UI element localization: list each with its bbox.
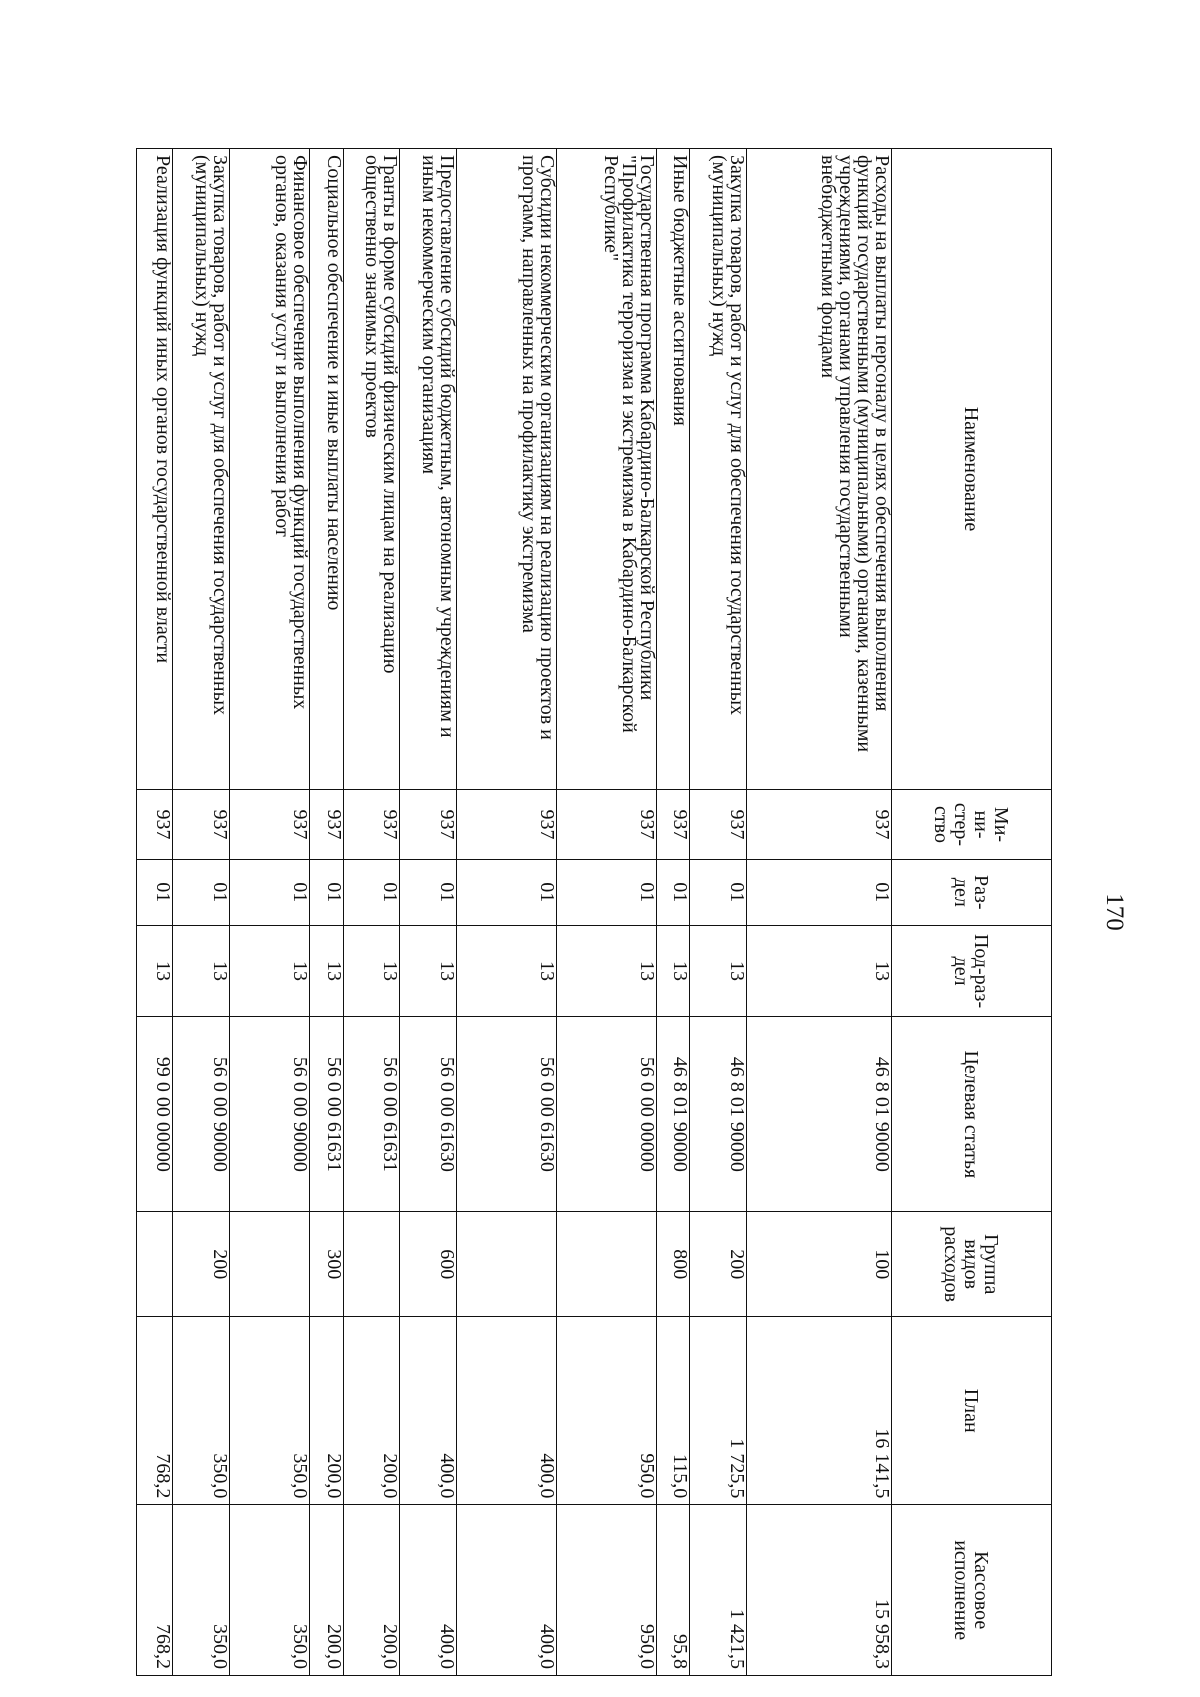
cell-subsection: 13 <box>690 925 747 1017</box>
cell-plan: 400,0 <box>457 1317 557 1505</box>
cell-section: 01 <box>747 859 892 925</box>
cell-name: Предоставление субсидий бюджетным, автономным учреждениям и иным некоммерческим организациям <box>400 149 457 790</box>
cell-plan: 200,0 <box>310 1317 344 1505</box>
cell-cash: 950,0 <box>557 1505 657 1676</box>
cell-group: 300 <box>310 1212 344 1317</box>
cell-plan: 200,0 <box>344 1317 400 1505</box>
cell-subsection: 13 <box>137 925 173 1017</box>
cell-ministry: 937 <box>173 789 230 859</box>
cell-plan: 768,2 <box>137 1317 173 1505</box>
header-subsection: Под-раз-дел <box>892 925 1052 1017</box>
budget-table <box>136 148 1052 1676</box>
cell-cash: 768,2 <box>137 1505 173 1676</box>
cell-group: 200 <box>173 1212 230 1317</box>
page-number: 170 <box>1101 893 1128 931</box>
table-row <box>657 149 690 1676</box>
cell-ministry: 937 <box>400 789 457 859</box>
header-row <box>892 149 1052 1676</box>
table-row <box>173 149 230 1676</box>
cell-name: Субсидии некоммерческим организациям на реализацию проектов и программ, направленных на профилактику экстремизма <box>457 149 557 790</box>
table-row <box>557 149 657 1676</box>
cell-name: Государственная программа Кабардино-Балкарской Республики "Профилактика терроризма и экстремизма в Кабардино-Балкарской Республике" <box>557 149 657 790</box>
cell-target: 56 0 00 90000 <box>230 1017 310 1212</box>
cell-target: 56 0 00 90000 <box>173 1017 230 1212</box>
table-row <box>344 149 400 1676</box>
cell-group <box>137 1212 173 1317</box>
cell-section: 01 <box>400 859 457 925</box>
table-row <box>400 149 457 1676</box>
cell-cash: 1 421,5 <box>690 1505 747 1676</box>
cell-group <box>230 1212 310 1317</box>
cell-section: 01 <box>557 859 657 925</box>
cell-ministry: 937 <box>310 789 344 859</box>
cell-name: Закупка товаров, работ и услуг для обеспечения государственных (муниципальных) нужд <box>173 149 230 790</box>
cell-group: 200 <box>690 1212 747 1317</box>
cell-target: 46 8 01 90000 <box>747 1017 892 1212</box>
cell-plan: 950,0 <box>557 1317 657 1505</box>
cell-section: 01 <box>137 859 173 925</box>
header-target: Целевая статья <box>892 1017 1052 1212</box>
cell-name: Социальное обеспечение и иные выплаты населению <box>310 149 344 790</box>
cell-section: 01 <box>657 859 690 925</box>
cell-cash: 400,0 <box>400 1505 457 1676</box>
header-group: Группа видов расходов <box>892 1212 1052 1317</box>
cell-plan: 400,0 <box>400 1317 457 1505</box>
cell-subsection: 13 <box>747 925 892 1017</box>
header-ministry: Ми-ни-стер-ство <box>892 789 1052 859</box>
cell-target: 56 0 00 61631 <box>344 1017 400 1212</box>
cell-cash: 15 958,3 <box>747 1505 892 1676</box>
cell-cash: 350,0 <box>173 1505 230 1676</box>
cell-subsection: 13 <box>344 925 400 1017</box>
cell-cash: 95,8 <box>657 1505 690 1676</box>
cell-cash: 350,0 <box>230 1505 310 1676</box>
cell-section: 01 <box>457 859 557 925</box>
cell-name: Иные бюджетные ассигнования <box>657 149 690 790</box>
cell-plan: 16 141,5 <box>747 1317 892 1505</box>
cell-subsection: 13 <box>173 925 230 1017</box>
cell-section: 01 <box>230 859 310 925</box>
cell-plan: 350,0 <box>173 1317 230 1505</box>
cell-name: Закупка товаров, работ и услуг для обеспечения государственных (муниципальных) нужд <box>690 149 747 790</box>
cell-cash: 200,0 <box>344 1505 400 1676</box>
cell-subsection: 13 <box>457 925 557 1017</box>
cell-group: 100 <box>747 1212 892 1317</box>
cell-target: 99 0 00 00000 <box>137 1017 173 1212</box>
budget-sheet <box>140 148 1052 1676</box>
cell-subsection: 13 <box>230 925 310 1017</box>
cell-group <box>557 1212 657 1317</box>
table-row <box>747 149 892 1676</box>
cell-plan: 115,0 <box>657 1317 690 1505</box>
cell-target: 56 0 00 61631 <box>310 1017 344 1212</box>
header-cash: Кассовое исполнение <box>892 1505 1052 1676</box>
cell-ministry: 937 <box>747 789 892 859</box>
cell-target: 56 0 00 61630 <box>457 1017 557 1212</box>
table-row <box>230 149 310 1676</box>
cell-ministry: 937 <box>690 789 747 859</box>
cell-plan: 350,0 <box>230 1317 310 1505</box>
cell-subsection: 13 <box>557 925 657 1017</box>
header-section: Раз-дел <box>892 859 1052 925</box>
cell-name: Финансовое обеспечение выполнения функций государственных органов, оказания услуг и выполнения работ <box>230 149 310 790</box>
cell-subsection: 13 <box>400 925 457 1017</box>
table-row <box>137 149 173 1676</box>
table-row <box>310 149 344 1676</box>
cell-group: 600 <box>400 1212 457 1317</box>
cell-subsection: 13 <box>657 925 690 1017</box>
cell-section: 01 <box>690 859 747 925</box>
cell-section: 01 <box>173 859 230 925</box>
cell-plan: 1 725,5 <box>690 1317 747 1505</box>
table-row <box>690 149 747 1676</box>
cell-ministry: 937 <box>457 789 557 859</box>
cell-target: 56 0 00 00000 <box>557 1017 657 1212</box>
cell-target: 46 8 01 90000 <box>690 1017 747 1212</box>
cell-subsection: 13 <box>310 925 344 1017</box>
cell-group <box>457 1212 557 1317</box>
cell-ministry: 937 <box>657 789 690 859</box>
cell-name: Расходы на выплаты персоналу в целях обеспечения выполнения функций государственными (муниципальными) органами, казенными учреждениями, органами управления государственными внебюджетными фондами <box>747 149 892 790</box>
cell-name: Гранты в форме субсидий физическим лицам на реализацию общественно значимых проектов <box>344 149 400 790</box>
cell-name: Реализация функций иных органов государственной власти <box>137 149 173 790</box>
cell-target: 46 8 01 90000 <box>657 1017 690 1212</box>
cell-ministry: 937 <box>557 789 657 859</box>
cell-group: 800 <box>657 1212 690 1317</box>
cell-section: 01 <box>344 859 400 925</box>
cell-ministry: 937 <box>230 789 310 859</box>
cell-section: 01 <box>310 859 344 925</box>
cell-target: 56 0 00 61630 <box>400 1017 457 1212</box>
cell-ministry: 937 <box>344 789 400 859</box>
header-plan: План <box>892 1317 1052 1505</box>
table-row <box>457 149 557 1676</box>
cell-cash: 200,0 <box>310 1505 344 1676</box>
cell-ministry: 937 <box>137 789 173 859</box>
cell-cash: 400,0 <box>457 1505 557 1676</box>
cell-group <box>344 1212 400 1317</box>
header-name: Наименование <box>892 149 1052 790</box>
